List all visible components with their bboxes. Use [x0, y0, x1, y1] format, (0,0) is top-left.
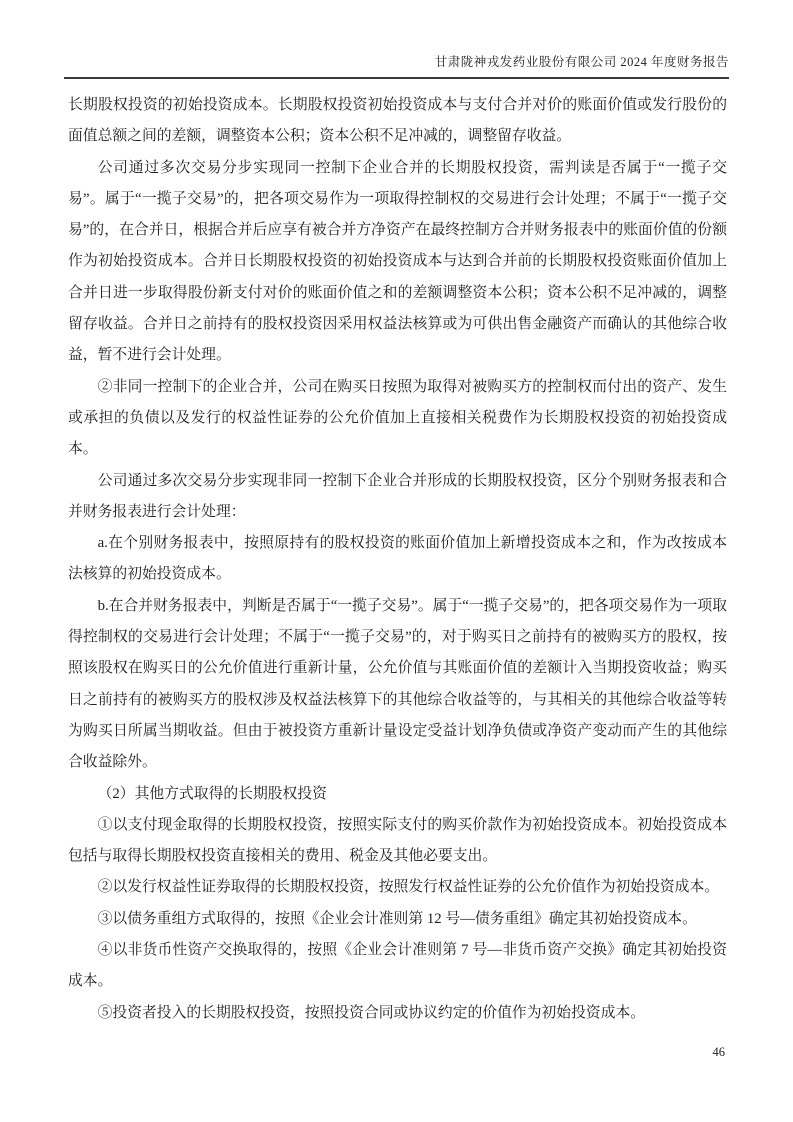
report-title: 甘肃陇神戎发药业股份有限公司 2024 年度财务报告 [434, 55, 729, 69]
paragraph: 公司通过多次交易分步实现非同一控制下企业合并形成的长期股权投资，区分个别财务报表和合并财务报表进行会计处理： [68, 472, 727, 520]
paragraph: ③以债务重组方式取得的，按照《企业会计准则第 12 号—债务重组》确定其初始投资成本。 [97, 910, 697, 927]
page-number: 46 [712, 1045, 725, 1059]
paragraph: ④以非货币性资产交换取得的，按照《企业会计准则第 7 号—非货币资产交换》确定其初始投资成本。 [68, 942, 727, 990]
paragraph: ②非同一控制下的企业合并，公司在购买日按照为取得对被购买方的控制权而付出的资产、发生或承担的负债以及发行的权益性证券的公允价值加上直接相关税费作为长期股权投资的初始投资成本。 [68, 378, 727, 458]
document-body [68, 90, 727, 1029]
paragraph: ②以发行权益性证券取得的长期股权投资，按照发行权益性证券的公允价值作为初始投资成本。 [97, 879, 720, 896]
paragraph: ①以支付现金取得的长期股权投资，按照实际支付的购买价款作为初始投资成本。初始投资成本包括与取得长期股权投资直接相关的费用、税金及其他必要支出。 [68, 816, 727, 865]
paragraph: ⑤投资者投入的长期股权投资，按照投资合同或协议约定的价值作为初始投资成本。 [97, 1004, 646, 1021]
paragraph: 公司通过多次交易分步实现同一控制下企业合并的长期股权投资，需判读是否属于“一揽子交易”。属于“一揽子交易”的，把各项交易作为一项取得控制权的交易进行会计处理；不属于“一揽子交易”的，在合并日，根据合并后应享有被合并方净资产在最终控制方合并财务报表中的账面价值的份额作为初始投资成本。合并日长期股权投资的初始投资成本与达到合并前的长期股权投资账面价值加上合并日进一步取得股份新支付对价的账面价值之和的差额调整资本公积；资本公积不足冲减的，调整留存收益。合并日之前持有的股权投资因采用权益法核算或为可供出售金融资产而确认的其他综合收益，暂不进行会计处理。 [68, 159, 727, 364]
paragraph: b.在合并财务报表中，判断是否属于“一揽子交易”。属于“一揽子交易”的，把各项交易作为一项取得控制权的交易进行会计处理；不属于“一揽子交易”的，对于购买日之前持有的被购买方的股权，按照该股权在购买日的公允价值进行重新计量，公允价值与其账面价值的差额计入当期投资收益；购买日之前持有的被购买方的股权涉及权益法核算下的其他综合收益等的，与其相关的其他综合收益等转为购买日所属当期收益。但由于被投资方重新计量设定受益计划净负债或净资产变动而产生的其他综合收益除外。 [68, 597, 727, 771]
page-header [64, 52, 729, 79]
paragraph: （2）其他方式取得的长期股权投资 [97, 785, 327, 802]
paragraph: 长期股权投资的初始投资成本。长期股权投资初始投资成本与支付合并对价的账面价值或发行股份的面值总额之间的差额，调整资本公积；资本公积不足冲减的，调整留存收益。 [68, 97, 727, 145]
paragraph: a.在个别财务报表中，按照原持有的股权投资的账面价值加上新增投资成本之和，作为改按成本法核算的初始投资成本。 [68, 535, 727, 583]
